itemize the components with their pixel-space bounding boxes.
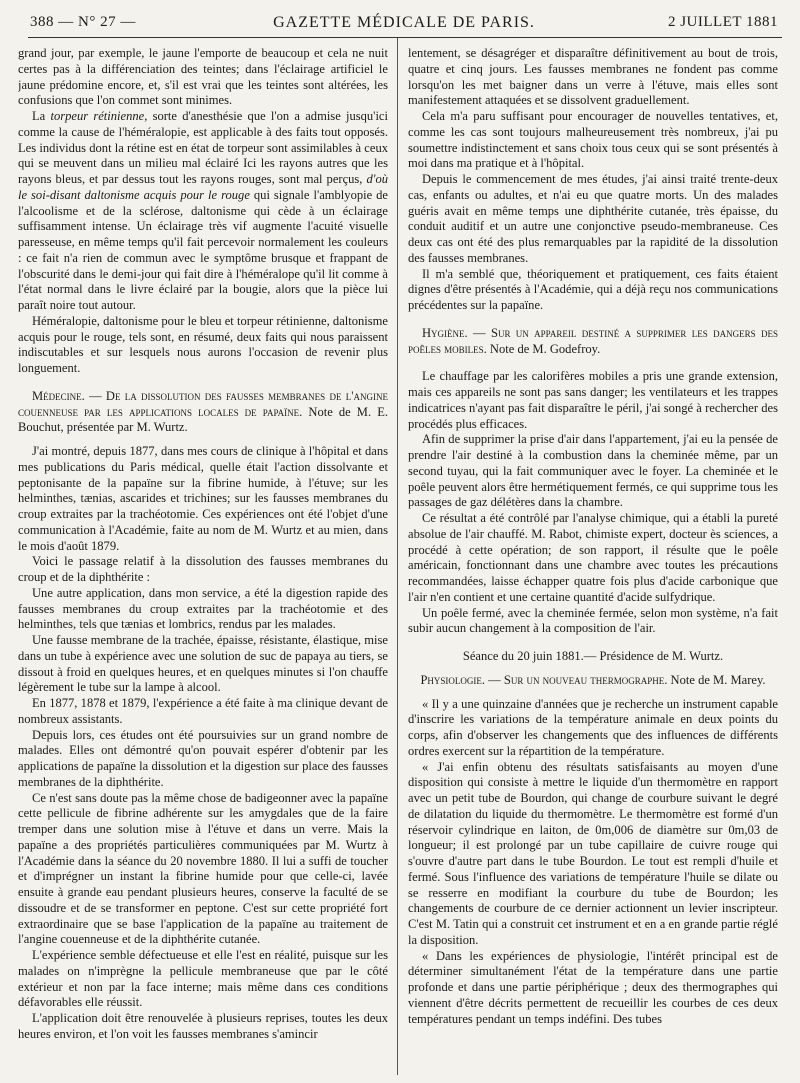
paragraph: Une autre application, dans mon service, a été la digestion rapide des fausses membranes du croup extraites par la trachéotomie et des helminthes, tels que tænias et lombrics, rendus par les malades. (18, 585, 388, 632)
issue-number: — N° 27 — (58, 14, 136, 30)
paragraph: Héméralopie, daltonisme pour le bleu et torpeur rétinienne, daltonisme acquis pour le rouge, tels sont, en résumé, deux faits qui nous paraissent indiscutables et sur lesquels nous aurons l'occasion de revenir plus longuement. (18, 313, 388, 375)
paragraph: Le chauffage par les calorifères mobiles a pris une grande extension, mais ces appareils ne sont pas sans danger; les ventilateurs et les trappes indicatrices n'ayant pas fait disparaître le péril, j'ai songé à rechercher des procédés plus efficaces. (408, 369, 778, 431)
paragraph: L'application doit être renouvelée à plusieurs reprises, toutes les deux heures environ, et l'on voit les fausses membranes s'amincir (18, 1011, 388, 1041)
section-heading-physiologie: Physiologie. — Sur un nouveau thermographe. Note de M. Marey. (420, 672, 766, 687)
page-header (30, 14, 778, 36)
journal-title: GAZETTE MÉDICALE DE PARIS. (273, 14, 535, 31)
paragraph: Depuis le commencement de mes études, j'ai ainsi traité trente-deux cas, enfants ou adultes, et n'ai eu que quatre morts. Un des malades guéris avait en même temps une diphthérite cutanée, très épaisse, du conduit auditif et un autre une conjonctive pseudo-membraneuse. Ces deux cas ont été des plus remarquables par la rapidité de la dissolution des fausses membranes. (408, 172, 778, 265)
paragraph: Afin de supprimer la prise d'air dans l'appartement, j'ai eu la pensée de prendre l'air destiné à la combustion dans la cheminée même, par un second tuyau, qui la fait communiquer avec le foyer. La cheminée et le poêle peuvent alors être hermétiquement fermés, ce qui supprime tous les passages de gaz délétères dans la chambre. (408, 432, 778, 510)
paragraph: L'expérience semble défectueuse et elle l'est en réalité, puisque sur les malades on n'imprègne la pellicule membraneuse que par le côté extérieur et non par la face interne; mais même dans ces conditions défavorables elle réussit. (18, 948, 388, 1010)
paragraph: Ce n'est sans doute pas la même chose de badigeonner avec la papaïne cette pellicule de fibrine adhérente sur les amygdales que de la faire tremper dans une solution mise à l'étuve et dans un verre. Mais la papaïne a des propriétés particulières communiquées par M. Wurtz à l'Académie dans la séance du 20 novembre 1880. Il lui a suffi de toucher et d'imprégner un instant la fibrine humide pour que celle-ci, lavée ensuite à grande eau pendant plusieurs heures, conserve la faculté de se dissoudre et de se transformer en peptone. C'est sur cette propriété fort extraordinaire que se base l'application de la papaïne au traitement de l'angine couenneuse et de la diphthérite cutanée. (18, 790, 388, 947)
paragraph: « J'ai enfin obtenu des résultats satisfaisants au moyen d'une disposition qui consiste à mettre le liquide d'un thermomètre en rapport avec un petit tube de Bourdon, qui change de courbure suivant le degré de dilatation du liquide du thermomètre. Le thermomètre est formé d'un réservoir cylindrique en laiton, de 0m,006 de diamètre sur 0m,03 de longueur; il est prolongé par un tube capillaire de cuivre rouge qui s'ouvre d'autre part dans le tube Bourdon. Le tout est rempli d'huile et fermé. Sous l'influence des variations de température l'huile se dilate ou se resserre en modifiant la courbure du tube de Bourdon; les changements de courbure de ce dernier actionnent un levier inscripteur. C'est M. Tatin qui a construit cet instrument et en a en grande partie réglé la disposition. (408, 759, 778, 947)
paragraph: lentement, se désagréger et disparaître définitivement au bout de trois, quatre et cinq jours. Les fausses membranes ne fondent pas comme lorsqu'on les met baigner dans un verre à l'étuve, mais elles sont manifestement attaquées et se dissolvent graduellement. (408, 46, 778, 108)
column-divider (397, 38, 398, 1075)
header-rule (28, 37, 782, 38)
left-column (18, 46, 388, 1081)
issue-date: 2 JUILLET 1881 (667, 14, 778, 30)
paragraph: Ce résultat a été contrôlé par l'analyse chimique, qui a établi la pureté absolue de l'air chauffé. M. Rabot, chimiste expert, docteur ès sciences, a procédé à cette opération; de son rapport, il résulte que le poêle américain, fonctionnant dans une chambre avec toutes les précautions recommandées, laisse échapper quatre fois plus d'acide carbonique que l'air n'en contient et une certaine quantité d'acide sulfydrique. (408, 511, 778, 604)
section-heading-hygiene: Hygiène. — Sur un appareil destiné a supprimer les dangers des poêles mobiles. Note de M. Godefroy. (408, 325, 778, 356)
paragraph: La torpeur rétinienne, sorte d'anesthésie que l'on a admise jusqu'ici comme la cause de l'héméralopie, est applicable à des faits tout opposés. Les individus dont la rétine est en état de torpeur sont assimilables à ceux qui se meuvent dans un milieu mal éclairé Ici les rayons autres que les rayons bleus, et par dessus tout les rayons rouges, sont mal perçus, d'où le soi-disant daltonisme acquis pour le rouge qui signale l'amblyopie de l'alcoolisme et de la sclérose, daltonisme qui cède à un éclairage suffisamment intense. Un éclairage très vif augmente l'acuité visuelle paresseuse, en même temps qu'il fait percevoir normalement les couleurs : ce fait n'a rien de commun avec le symptôme brusque et frappant de l'obscurité dans le demi-jour qui fait dire à l'héméralope qu'il lit comme à l'état normal dans le livre éclairé par la bougie, alors que la pièce lui paraît noire tout autour. (18, 109, 388, 312)
paragraph: Voici le passage relatif à la dissolution des fausses membranes du croup et de la diphthérite : (18, 554, 388, 584)
paragraph: Il m'a semblé que, théoriquement et pratiquement, ces faits étaient dignes d'être présentés à l'Académie, qui a déjà reçu nos communications précédentes sur la papaïne. (408, 266, 778, 312)
seance-heading: Séance du 20 juin 1881.— Présidence de M. Wurtz. (462, 649, 724, 663)
paragraph: Un poêle fermé, avec la cheminée fermée, selon mon système, n'a fait subir aucun changement à la composition de l'air. (408, 605, 778, 636)
paragraph: En 1877, 1878 et 1879, l'expérience a été faite à ma clinique devant de nombreux assistants. (18, 696, 388, 726)
paragraph: « Dans les expériences de physiologie, l'intérêt principal est de déterminer simultanément l'état de la température dans une partie profonde et dans une partie périphérique ; deux des thermographes qui viennent d'être décrits permettent de recueillir les courbes de ces deux températures pendant un temps indéfini. Des tubes (408, 948, 778, 1026)
paragraph: Depuis lors, ces études ont été poursuivies sur un grand nombre de malades. Elles ont démontré qu'on pouvait espérer d'obtenir par les applications de papaïne la dissolution et la digestion sur place des fausses membranes de la diphthérite. (18, 727, 388, 789)
paragraph: Cela m'a paru suffisant pour encourager de nouvelles tentatives, et, comme les cas sont toujours malheureusement très nombreux, j'ai pu soumettre indistinctement et sans choix tous ceux qui se sont présentés à moi dans ma pratique et à l'hôpital. (408, 109, 778, 171)
paragraph: grand jour, par exemple, le jaune l'emporte de beaucoup et cela ne nuit certes pas à la différenciation des teintes; dans l'éclairage artificiel le jaune prédomine encore, et, s'il est vrai que les teintes sont altérées, les confusions que l'on commet sont minimes. (18, 46, 388, 108)
paragraph: Une fausse membrane de la trachée, épaisse, résistante, élastique, mise dans un tube à expérience avec une solution de suc de papaya au tiers, se dissout à froid en quelques heures, et en quelques minutes si l'on chauffe légèrement le tube sur la lampe à alcool. (18, 633, 388, 695)
page-number: 388 (30, 14, 54, 30)
right-column (408, 46, 778, 1081)
section-heading-medecine: Médecine. — De la dissolution des fausses membranes de l'angine couenneuse par les applications locales de papaïne. Note de M. E. Bouchut, présentée par M. Wurtz. (18, 388, 388, 435)
paragraph: « Il y a une quinzaine d'années que je recherche un instrument capable d'inscrire les variations de la température animale en deux points du corps, afin d'observer les changements que des influences de différents ordres exercent sur la répartition de la température. (408, 696, 778, 758)
paragraph: J'ai montré, depuis 1877, dans mes cours de clinique à l'hôpital et dans mes publications du Paris médical, quelle était l'action dissolvante et peptonisante de la papaïne sur la fibrine humide, à l'étuve; sur les helminthes, tænias, ascarides et trichines; sur les fausses membranes du croup extraites par la trachéotomie. Ces expériences ont été l'objet d'une communication à l'Académie, faite au nom de M. Wurtz et au mien, dans le mois d'août 1879. (18, 444, 388, 553)
